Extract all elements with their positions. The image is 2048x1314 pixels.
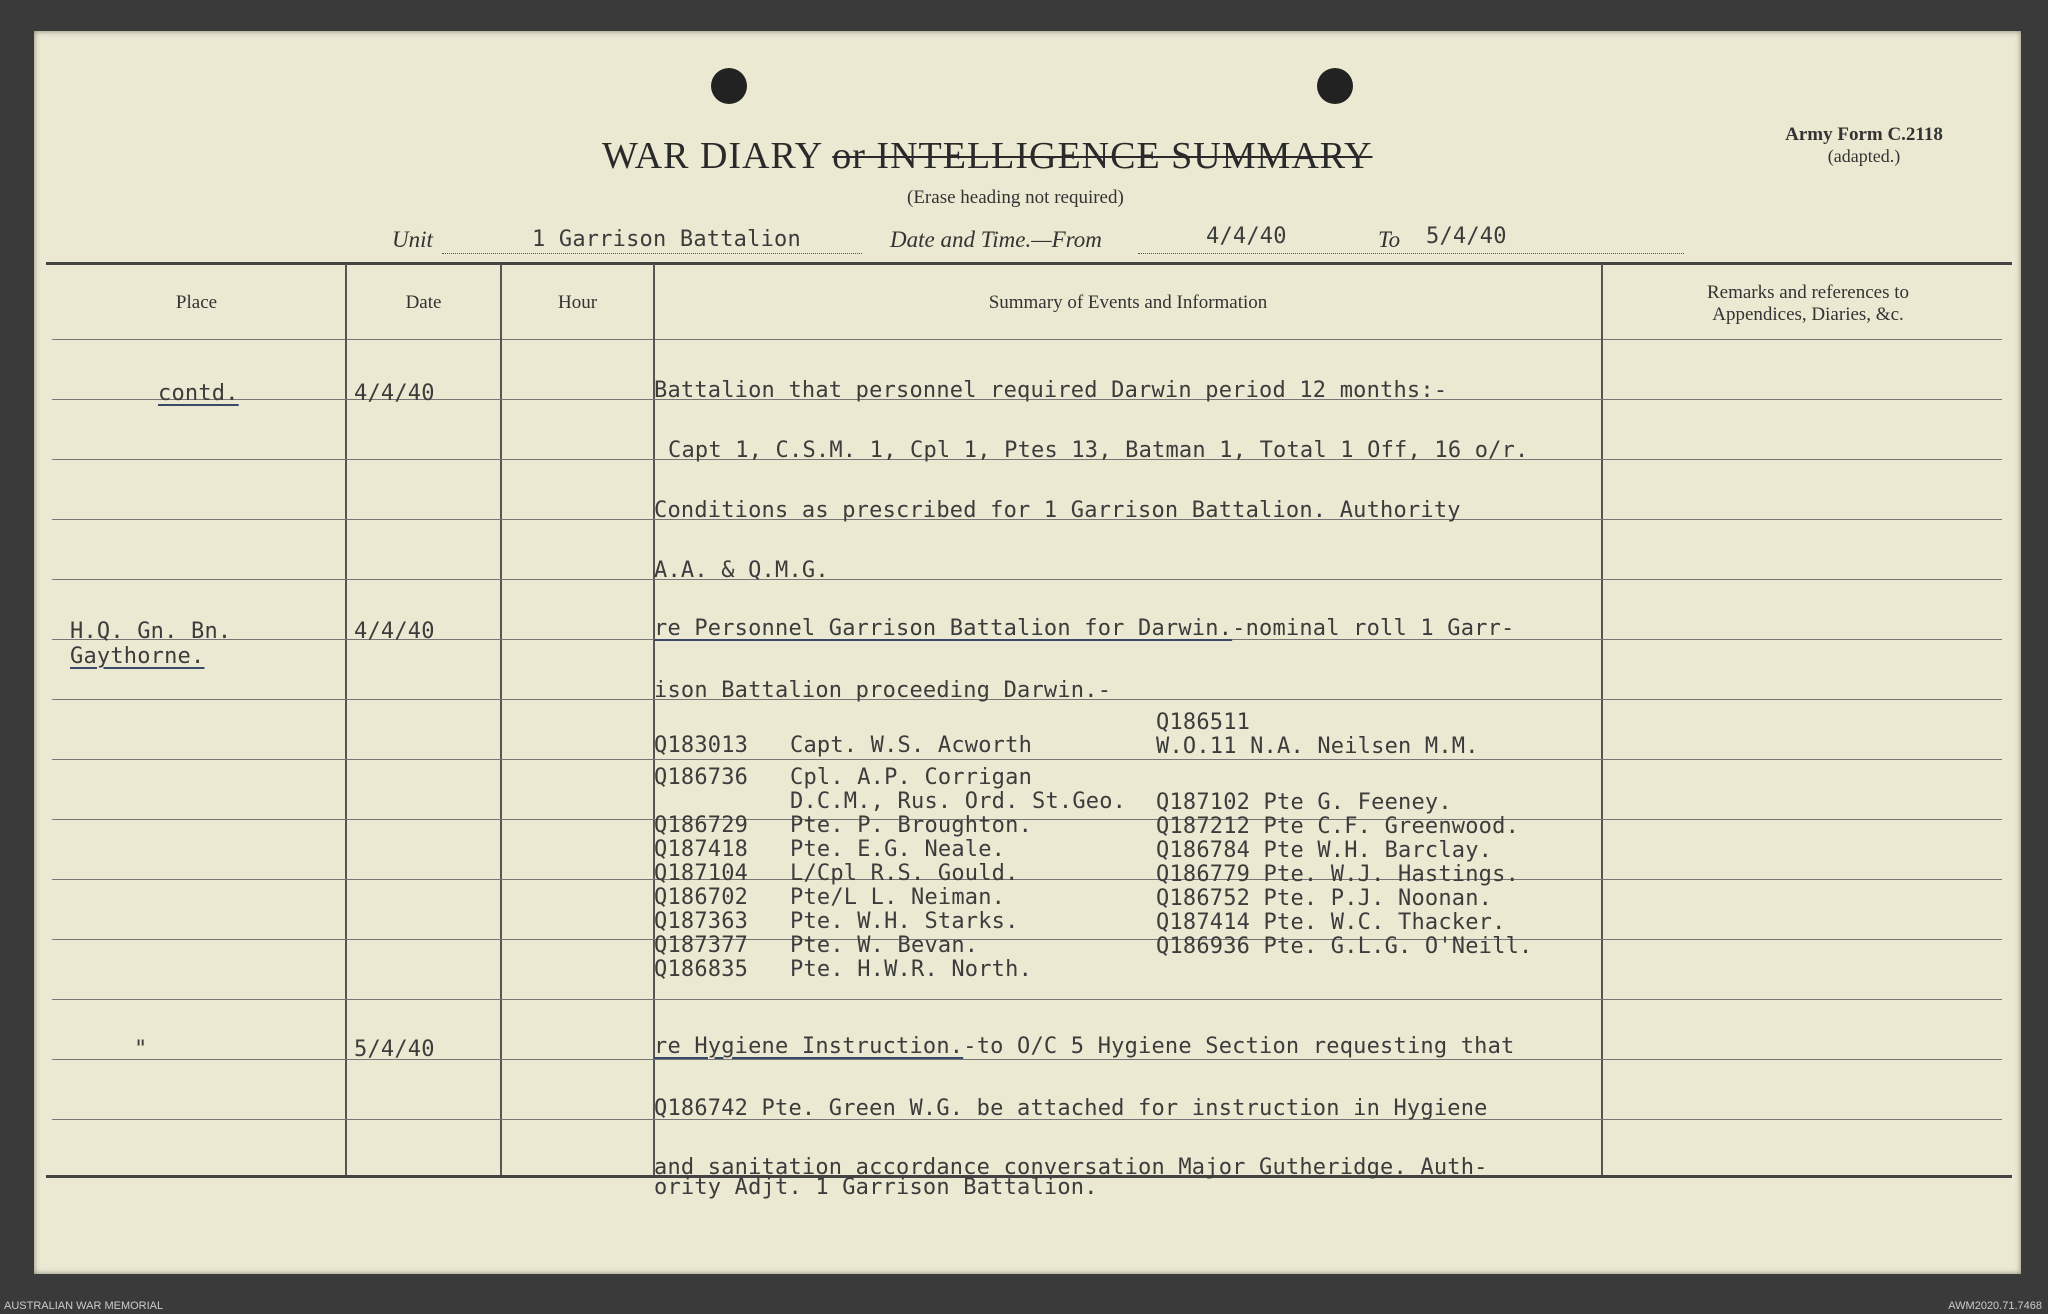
row-rule	[52, 999, 2002, 1000]
date-from-label: Date and Time.—From	[890, 227, 1102, 252]
roll-right-row: Q187102 Pte G. Feeney.	[1156, 790, 1452, 815]
remarks-line-2: Appendices, Diaries, &c.	[1712, 304, 1904, 325]
unit-value: 1 Garrison Battalion	[532, 227, 801, 252]
roll-right-row: Q187414 Pte. W.C. Thacker.	[1156, 910, 1506, 935]
form-adapted: (adapted.)	[1827, 146, 1901, 166]
entry1-line4: A.A. & Q.M.G.	[654, 558, 829, 583]
date-dotted-line	[1138, 253, 1684, 254]
entry3-subject: re Hygiene Instruction.	[654, 1034, 964, 1059]
roll-left-row: Q187418 Pte. E.G. Neale.	[654, 837, 1006, 862]
col-header-place: Place	[175, 292, 218, 313]
entry1-line2: Capt 1, C.S.M. 1, Cpl 1, Ptes 13, Batman 1, Total 1 Off, 16 o/r.	[668, 438, 1529, 463]
diary-page	[34, 31, 2021, 1274]
entry3-line2: Q186742 Pte. Green W.G. be attached for instruction in Hygiene	[654, 1096, 1488, 1121]
col-header-summary: Summary of Events and Information	[988, 292, 1268, 313]
roll-left-row: D.C.M., Rus. Ord. St.Geo.	[790, 789, 1127, 814]
table-top-rule	[46, 262, 2012, 265]
to-label: To	[1378, 227, 1401, 252]
entry2-place-line2: Gaythorne.	[70, 644, 205, 669]
col-header-date: Date	[405, 292, 442, 313]
form-number: Army Form C.2118	[1785, 124, 1943, 145]
roll-right-row: Q186936 Pte. G.L.G. O'Neill.	[1156, 934, 1533, 959]
roll-left	[654, 734, 1126, 982]
roll-left-row: Q186702 Pte/L L. Neiman.	[654, 885, 1006, 910]
entry2-subject: re Personnel Garrison Battalion for Darwin.	[654, 616, 1233, 641]
entry1-line3: Conditions as prescribed for 1 Garrison Battalion. Authority	[654, 498, 1461, 523]
entry3-place: "	[134, 1037, 148, 1062]
entry2-line2: ison Battalion proceeding Darwin.-	[654, 678, 1112, 703]
col-divider-summary	[1601, 264, 1603, 1175]
roll-right-top-num: Q186511	[1156, 710, 1251, 735]
entry2-date: 4/4/40	[354, 619, 435, 644]
unit-dotted-line	[442, 253, 862, 254]
punch-hole-left	[711, 68, 747, 104]
punch-hole-right	[1317, 68, 1353, 104]
roll-right-row: Q187212 Pte C.F. Greenwood.	[1156, 814, 1520, 839]
entry3-date: 5/4/40	[354, 1037, 435, 1062]
entry1-place: contd.	[158, 381, 239, 406]
entry2-place-line1: H.Q. Gn. Bn.	[70, 619, 232, 644]
col-divider-place	[345, 264, 347, 1175]
entry3-line1-rest: -to O/C 5 Hygiene Section requesting that	[963, 1034, 1515, 1059]
roll-left-row: Q186729 Pte. P. Broughton.	[654, 813, 1033, 838]
roll-left-row: Q183013 Capt. W.S. Acworth	[654, 733, 1033, 758]
entry2-line1	[654, 616, 1515, 641]
roll-left-row: Q186835 Pte. H.W.R. North.	[654, 957, 1033, 982]
roll-right-row: W.O.11 N.A. Neilsen M.M.	[1156, 734, 1479, 759]
row-rule	[52, 579, 2002, 580]
col-header-hour: Hour	[557, 292, 598, 313]
unit-label: Unit	[392, 227, 433, 252]
roll-left-row: Q187104 L/Cpl R.S. Gould.	[654, 861, 1019, 886]
entry2-line1-rest: -nominal roll 1 Garr-	[1232, 616, 1515, 641]
army-form-label	[1734, 124, 1994, 167]
roll-right-row: Q186784 Pte W.H. Barclay.	[1156, 838, 1493, 863]
col-header-remarks	[1603, 282, 2013, 326]
entry3-line1	[654, 1034, 1515, 1059]
footer-right: AWM2020.71.7468	[1948, 1300, 2042, 1312]
date-to-value: 5/4/40	[1426, 224, 1507, 249]
roll-left-row: Q186736 Cpl. A.P. Corrigan	[654, 765, 1033, 790]
roll-left-row: Q187363 Pte. W.H. Starks.	[654, 909, 1019, 934]
entry3-line3: and sanitation accordance conversation Major Gutheridge. Auth-	[654, 1155, 1488, 1180]
erase-note: (Erase heading not required)	[907, 187, 1124, 208]
title-struck: or INTELLIGENCE SUMMARY	[832, 135, 1373, 177]
entry1-line1: Battalion that personnel required Darwin period 12 months:-	[654, 378, 1448, 403]
col-divider-date	[500, 264, 502, 1175]
roll-right	[1156, 711, 1532, 959]
date-from-value: 4/4/40	[1206, 224, 1287, 249]
remarks-line-1: Remarks and references to	[1706, 282, 1910, 303]
entry3-line4: ority Adjt. 1 Garrison Battalion.	[654, 1175, 1098, 1200]
title	[602, 134, 1372, 178]
entry1-date: 4/4/40	[354, 381, 435, 406]
title-main: WAR DIARY	[602, 135, 822, 177]
row-rule	[52, 1059, 2002, 1060]
roll-right-row: Q186779 Pte. W.J. Hastings.	[1156, 862, 1520, 887]
footer-left: AUSTRALIAN WAR MEMORIAL	[4, 1300, 164, 1312]
roll-right-row: Q186752 Pte. P.J. Noonan.	[1156, 886, 1493, 911]
roll-left-row: Q187377 Pte. W. Bevan.	[654, 933, 979, 958]
